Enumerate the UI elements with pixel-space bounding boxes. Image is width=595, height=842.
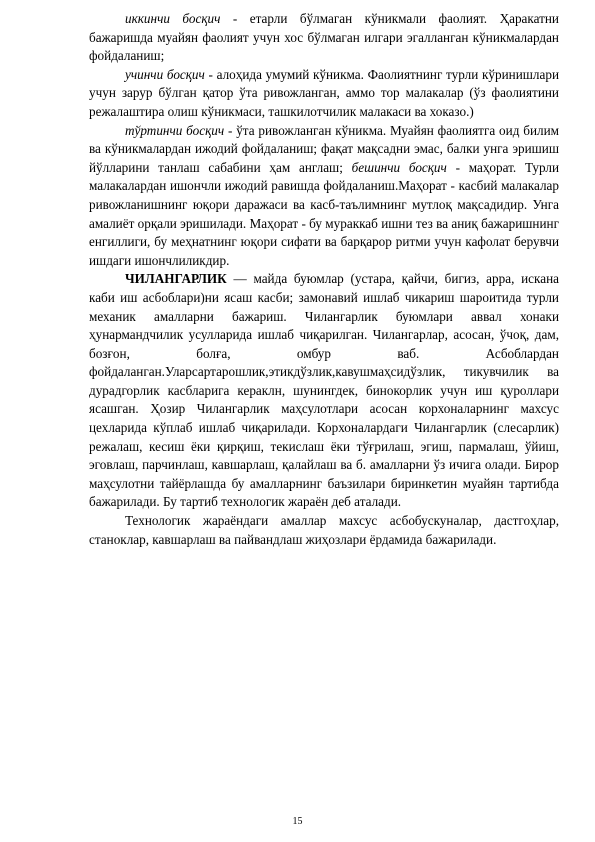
term-stage-two: иккинчи босқич <box>125 11 221 26</box>
paragraph-stage-four-five <box>89 122 559 271</box>
stage-four-text: - ўта ривожланган кўникма. Муайян фаолиятга оид билим ва кўникмалардан ижодий фойдаланиш; фақат мақсадни эмас, балки унга эришиш йўлларини танлаш сабабини ҳам англаш; <box>89 122 559 175</box>
term-stage-three: учинчи босқич <box>125 66 205 82</box>
paragraph-locksmithing <box>89 270 559 512</box>
term-stage-five: бешинчи босқич <box>351 159 447 175</box>
stage-five-text: - маҳорат. Турли малакалардан ишончли ижодий равишда фойдаланиш.Маҳорат - касбий малакалар ривожланишнинг юқори даражаси ва касб-таълимнинг мутлоқ мақсадидир. Унга амалиёт орқали эришилади. Маҳорат - бу мураккаб ишни тез ва аниқ бажаришнинг енгиллиги, бу меҳнатнинг юқори сифати ва барқарор ритми учун кафолат берувчи ишдаги ишончлиликдир. <box>89 159 559 268</box>
term-locksmithing: ЧИЛАНГАРЛИК <box>125 271 227 287</box>
stage-two-text: - етарли бўлмаган кўникмали фаолият. Ҳаракатни бажаришда муайян фаолият учун хос бўлмаган илгари эгалланган кўникмалардан фойдаланиш; <box>89 11 559 64</box>
paragraph-technological-operations <box>89 512 559 549</box>
body-text <box>89 10 559 549</box>
paragraph-stage-two <box>89 10 559 66</box>
paragraph-stage-three <box>89 66 559 122</box>
page-number: 15 <box>292 816 303 827</box>
locksmithing-text: — майда буюмлар (устара, қайчи, бигиз, арра, искана каби иш асбоблари)ни ясаш касби; замонавий ишлаб чикариш шароитида турли механик амалларни бажариш. Чилангарлик буюмлари аввал хонаки ҳунармандчилик усулларида ишлаб чиқарилган. Чилангарлар, асосан, ўчоқ, дам, бозғон, болға, омбур ваб. Асбоблардан фойдаланган.Уларсартарошлик,этикдўзлик,кавушмаҳсидўзлик, тикувчилик ва дурадгорлик касбларига кераклн, шунингдек, бинокорлик учун иш қуроллари ясашган. Ҳозир Чилангарлик маҳсулотлари асосан корхоналарнинг махсус цехларида кўплаб ишлаб чиқарилади. Корхоналардаги Чилангарлик (слесарлик) режалаш, кесиш ёки қирқиш, текислаш ёки тўғрилаш, эгиш, пармалаш, ўйиш, эговлаш, парчинлаш, кавшарлаш, қалайлаш ва б. амалларни ўз ичига олади. Бирор маҳсулотни тайёрлашда бу амалларнинг баъзилари биринкетин муайян тартибда бажарилади. Бу тартиб технологик жараён деб аталади. <box>89 271 559 510</box>
stage-three-text: - алоҳида умумий кўникма. Фаолиятнинг турли кўринишлари учун зарур бўлган қатор ўта ривожланган, аммо тор малакалар (ўз фаолиятини режалаштира олиш кўникмаси, ташкилотчилик малакаси ва хоказо.) <box>89 66 560 119</box>
technological-operations-text: Технологик жараёндаги амаллар махсус асбобускуналар, дастгоҳлар, станоклар, кавшарлаш ва пайвандлаш жиҳозлари ёрдамида бажарилади. <box>89 513 559 547</box>
term-stage-four: тўртинчи босқич <box>125 122 225 138</box>
